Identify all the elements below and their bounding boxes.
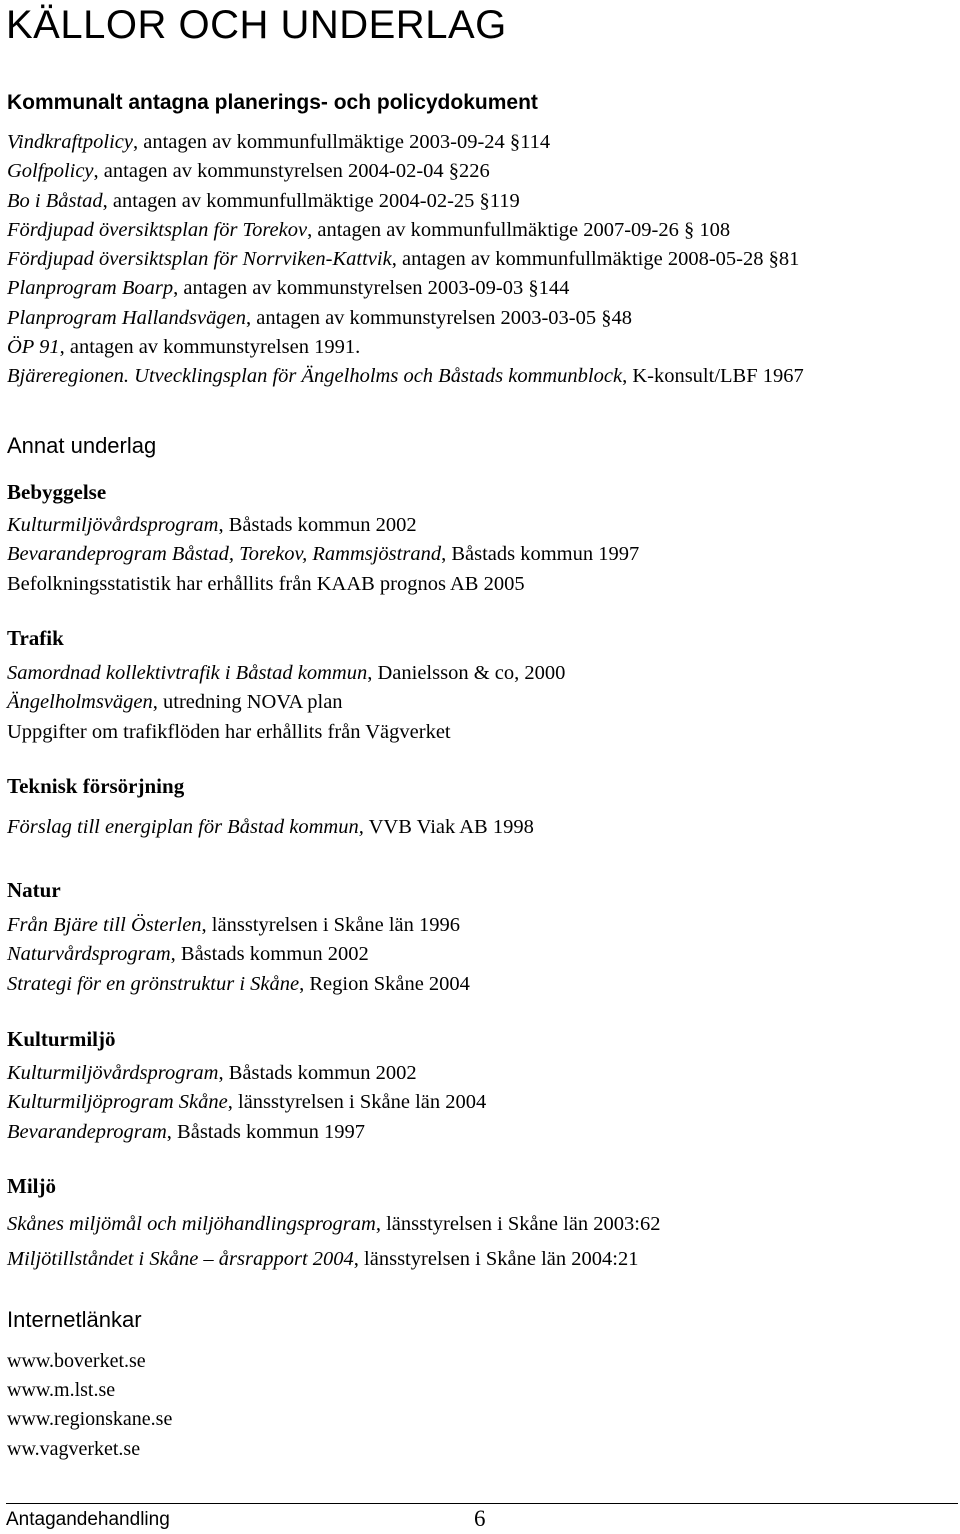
list-item: Från Bjäre till Österlen, länsstyrelsen i Skåne län 1996	[7, 914, 461, 936]
section-heading-annat: Annat underlag	[7, 433, 157, 458]
list-item: Strategi för en grönstruktur i Skåne, Region Skåne 2004	[7, 972, 470, 995]
section-heading-trafik: Trafik	[7, 626, 64, 650]
section-heading-natur: Natur	[7, 878, 61, 902]
list-item: Bo i Båstad, antagen av kommunfullmäktige 2004-02-25 §119	[7, 189, 520, 212]
list-item: Kulturmiljöprogram Skåne, länsstyrelsen i Skåne län 2004	[7, 1091, 487, 1114]
trafik-list	[7, 659, 565, 747]
section-heading-miljo: Miljö	[7, 1174, 56, 1198]
kulturmiljo-list	[7, 1059, 486, 1147]
footer-divider	[6, 1503, 958, 1504]
miljo-list	[7, 1207, 661, 1277]
list-item: Naturvårdsprogram, Båstads kommun 2002	[7, 943, 369, 966]
list-item: Förslag till energiplan för Båstad kommun, VVB Viak AB 1998	[7, 816, 534, 838]
section-heading-teknisk: Teknisk försörjning	[7, 774, 185, 798]
link-m-lst[interactable]: www.m.lst.se	[7, 1379, 116, 1402]
page-number: 6	[474, 1506, 486, 1531]
list-item: Bjäreregionen. Utvecklingsplan för Ängelholms och Båstads kommunblock, K-konsult/LBF 1967	[7, 365, 804, 388]
link-vagverket[interactable]: ww.vagverket.se	[7, 1437, 141, 1460]
footer-label: Antagandehandling	[6, 1509, 170, 1530]
section-heading-kommunalt: Kommunalt antagna planerings- och policydokument	[7, 91, 538, 114]
list-item: Kulturmiljövårdsprogram, Båstads kommun 2002	[7, 514, 417, 536]
section-heading-kulturmiljo: Kulturmiljö	[7, 1027, 116, 1051]
bebyggelse-list	[7, 511, 639, 599]
list-item: Vindkraftpolicy, antagen av kommunfullmäktige 2003-09-24 §114	[7, 131, 551, 153]
list-item: Planprogram Boarp, antagen av kommunstyrelsen 2003-09-03 §144	[7, 277, 570, 300]
list-item: Befolkningsstatistik har erhållits från KAAB prognos AB 2005	[7, 572, 525, 595]
list-item: Samordnad kollektivtrafik i Båstad kommun, Danielsson & co, 2000	[7, 662, 566, 684]
page-title: KÄLLOR OCH UNDERLAG	[6, 3, 507, 47]
list-item: Fördjupad översiktsplan för Torekov, antagen av kommunfullmäktige 2007-09-26 § 108	[7, 218, 731, 241]
natur-list	[7, 911, 470, 999]
list-item: Planprogram Hallandsvägen, antagen av kommunstyrelsen 2003-03-05 §48	[7, 306, 632, 329]
list-item: ÖP 91, antagen av kommunstyrelsen 1991.	[7, 336, 361, 359]
list-item: Fördjupad översiktsplan för Norrviken-Kattvik, antagen av kommunfullmäktige 2008-05-28 §81	[7, 248, 800, 271]
list-item: Skånes miljömål och miljöhandlingsprogram, länsstyrelsen i Skåne län 2003:62	[7, 1213, 661, 1235]
list-item: Miljötillståndet i Skåne – årsrapport 2004, länsstyrelsen i Skåne län 2004:21	[7, 1248, 639, 1270]
teknisk-list	[7, 813, 534, 842]
list-item: Ängelholmsvägen, utredning NOVA plan	[7, 691, 343, 714]
internet-links-list	[7, 1347, 172, 1464]
list-item: Bevarandeprogram Båstad, Torekov, Rammsjöstrand, Båstads kommun 1997	[7, 543, 640, 566]
section-heading-bebyggelse: Bebyggelse	[7, 480, 107, 504]
list-item: Kulturmiljövårdsprogram, Båstads kommun 2002	[7, 1062, 417, 1084]
link-regionskane[interactable]: www.regionskane.se	[7, 1408, 173, 1431]
list-item: Bevarandeprogram, Båstads kommun 1997	[7, 1120, 365, 1143]
link-boverket[interactable]: www.boverket.se	[7, 1350, 146, 1372]
section-heading-internet: Internetlänkar	[7, 1307, 142, 1332]
list-item: Golfpolicy, antagen av kommunstyrelsen 2004-02-04 §226	[7, 160, 490, 183]
kommunalt-list	[7, 128, 804, 392]
list-item: Uppgifter om trafikflöden har erhållits från Vägverket	[7, 720, 451, 743]
